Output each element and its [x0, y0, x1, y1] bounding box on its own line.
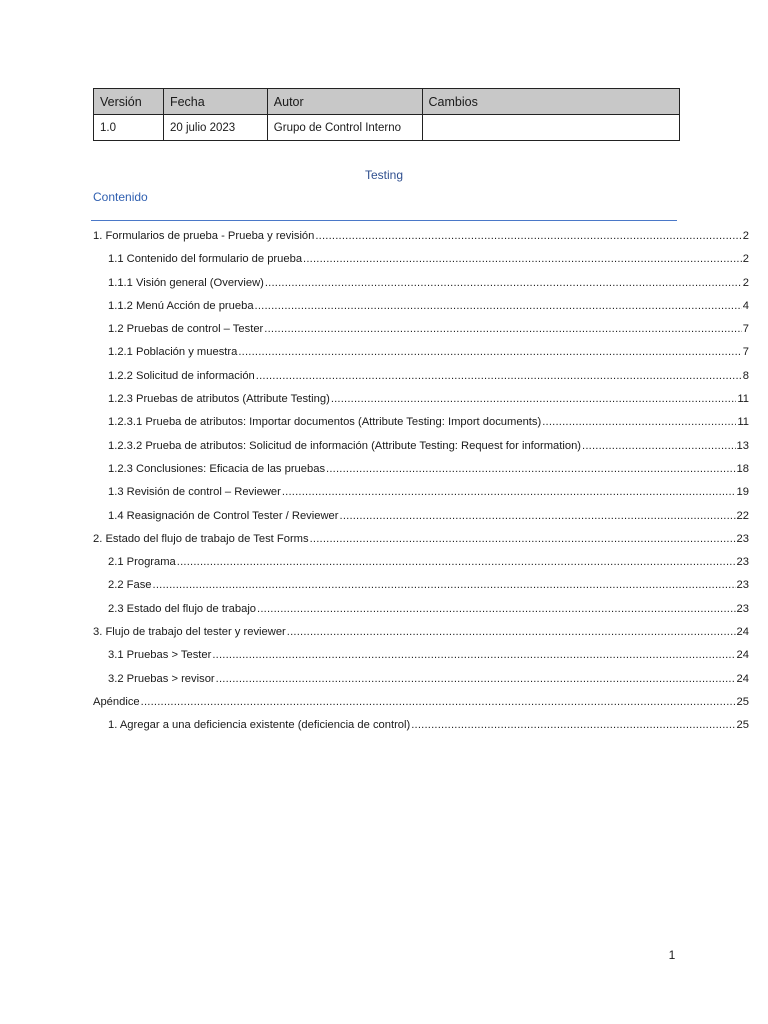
toc-dot-leader	[212, 647, 735, 663]
toc-entry-text[interactable]: 1.3 Revisión de control – Reviewer	[108, 486, 281, 499]
toc-entry-text[interactable]: 3.2 Pruebas > revisor	[108, 672, 215, 685]
toc-entry-text[interactable]: 1.4 Reasignación de Control Tester / Reviewer	[108, 509, 339, 522]
toc-entry[interactable]	[93, 694, 749, 717]
toc-dot-leader	[331, 391, 737, 407]
table-of-contents	[93, 228, 749, 741]
toc-entry-page[interactable]: 7	[742, 346, 749, 359]
toc-dot-leader	[340, 508, 736, 524]
toc-entry-page[interactable]: 7	[742, 323, 749, 336]
toc-entry[interactable]	[93, 624, 749, 647]
toc-entry-text[interactable]: 1. Formularios de prueba - Prueba y revisión	[93, 230, 315, 242]
toc-entry[interactable]	[93, 531, 749, 554]
toc-dot-leader	[287, 624, 736, 640]
toc-entry-text[interactable]: 1.2.3.1 Prueba de atributos: Importar documentos (Attribute Testing: Import documents)	[108, 416, 542, 429]
cell-cambios	[422, 115, 680, 141]
toc-entry-page[interactable]: 2	[742, 253, 749, 266]
cell-version: 1.0	[94, 115, 164, 141]
toc-entry[interactable]	[93, 275, 749, 298]
table-row	[94, 115, 680, 141]
toc-dot-leader	[303, 251, 742, 267]
toc-dot-leader	[315, 228, 741, 244]
column-header-version: Versión	[94, 89, 164, 115]
toc-entry-text[interactable]: 3. Flujo de trabajo del tester y reviewer	[93, 626, 286, 639]
toc-entry-text[interactable]: 2.2 Fase	[108, 579, 152, 592]
toc-entry[interactable]	[93, 438, 749, 461]
toc-entry[interactable]	[93, 601, 749, 624]
toc-entry-page[interactable]: 22	[736, 509, 749, 522]
toc-dot-leader	[326, 461, 736, 477]
table-header-row	[94, 89, 680, 115]
toc-entry[interactable]	[93, 391, 749, 414]
toc-entry-page[interactable]: 2	[742, 230, 749, 242]
toc-entry[interactable]	[93, 321, 749, 344]
toc-entry[interactable]	[93, 671, 749, 694]
toc-entry-text[interactable]: 2. Estado del flujo de trabajo de Test Forms	[93, 532, 309, 545]
toc-entry[interactable]	[93, 298, 749, 321]
toc-dot-leader	[264, 321, 741, 337]
toc-entry[interactable]	[93, 484, 749, 507]
toc-entry[interactable]	[93, 344, 749, 367]
toc-entry[interactable]	[93, 368, 749, 391]
document-title: Testing	[364, 168, 404, 182]
toc-dot-leader	[216, 671, 736, 687]
toc-entry-page[interactable]: 8	[742, 369, 749, 382]
toc-dot-leader	[310, 531, 736, 547]
column-header-fecha: Fecha	[163, 89, 267, 115]
toc-entry-text[interactable]: 2.3 Estado del flujo de trabajo	[108, 602, 257, 615]
toc-dot-leader	[582, 438, 736, 454]
toc-entry-text[interactable]: 1.2.1 Población y muestra	[108, 346, 238, 359]
toc-entry-text[interactable]: 1. Agregar a una deficiencia existente (deficiencia de control)	[108, 719, 411, 732]
toc-entry-text[interactable]: 1.2.2 Solicitud de información	[108, 369, 255, 382]
toc-dot-leader	[411, 717, 735, 733]
toc-entry-page[interactable]: 2	[742, 276, 749, 289]
toc-entry-text[interactable]: 1.1.1 Visión general (Overview)	[108, 276, 264, 289]
toc-entry-text[interactable]: 1.2.3.2 Prueba de atributos: Solicitud de información (Attribute Testing: Request for information)	[108, 439, 582, 452]
toc-entry-page[interactable]: 23	[736, 556, 749, 569]
toc-dot-leader	[542, 414, 736, 430]
toc-dot-leader	[257, 601, 736, 617]
toc-entry-page[interactable]: 13	[736, 439, 749, 452]
toc-entry-page[interactable]: 11	[737, 393, 749, 406]
toc-entry-page[interactable]: 24	[736, 672, 749, 685]
toc-dot-leader	[153, 577, 736, 593]
toc-dot-leader	[265, 275, 742, 291]
toc-entry-page[interactable]: 18	[736, 462, 749, 475]
toc-entry-page[interactable]: 23	[736, 532, 749, 545]
toc-entry-page[interactable]: 24	[736, 626, 749, 639]
toc-entry-text[interactable]: 3.1 Pruebas > Tester	[108, 649, 212, 662]
toc-entry-text[interactable]: 1.1.2 Menú Acción de prueba	[108, 299, 254, 312]
toc-entry-page[interactable]: 4	[742, 299, 749, 312]
toc-entry[interactable]	[93, 717, 749, 740]
page-number: 1	[668, 948, 676, 962]
toc-entry[interactable]	[93, 508, 749, 531]
toc-divider	[91, 220, 677, 221]
toc-entry[interactable]	[93, 554, 749, 577]
toc-entry[interactable]	[93, 414, 749, 437]
toc-entry-text[interactable]: 1.1 Contenido del formulario de prueba	[108, 253, 303, 266]
toc-entry-page[interactable]: 19	[736, 486, 749, 499]
toc-entry-page[interactable]: 23	[736, 579, 749, 592]
cell-autor: Grupo de Control Interno	[267, 115, 422, 141]
toc-entry-page[interactable]: 25	[736, 695, 749, 708]
column-header-autor: Autor	[267, 89, 422, 115]
toc-dot-leader	[282, 484, 736, 500]
toc-entry[interactable]	[93, 647, 749, 670]
toc-entry-text[interactable]: 1.2.3 Conclusiones: Eficacia de las pruebas	[108, 462, 326, 475]
column-header-cambios: Cambios	[422, 89, 680, 115]
toc-dot-leader	[238, 344, 741, 360]
toc-entry[interactable]	[93, 461, 749, 484]
toc-entry-text[interactable]: 2.1 Programa	[108, 556, 176, 569]
toc-entry-text[interactable]: 1.2.3 Pruebas de atributos (Attribute Testing)	[108, 393, 330, 406]
cell-fecha: 20 julio 2023	[163, 115, 267, 141]
toc-dot-leader	[177, 554, 736, 570]
toc-entry-page[interactable]: 24	[736, 649, 749, 662]
toc-entry-page[interactable]: 11	[737, 416, 749, 429]
toc-heading: Contenido	[93, 190, 148, 204]
toc-entry[interactable]	[93, 228, 749, 251]
toc-dot-leader	[256, 368, 742, 384]
toc-entry[interactable]	[93, 251, 749, 274]
toc-entry[interactable]	[93, 577, 749, 600]
toc-dot-leader	[255, 298, 742, 314]
toc-dot-leader	[141, 694, 736, 710]
toc-entry-text[interactable]: Apéndice	[93, 695, 140, 708]
version-history-table	[93, 88, 680, 141]
toc-entry-page[interactable]: 25	[736, 719, 749, 732]
toc-entry-text[interactable]: 1.2 Pruebas de control – Tester	[108, 323, 264, 336]
toc-entry-page[interactable]: 23	[736, 602, 749, 615]
